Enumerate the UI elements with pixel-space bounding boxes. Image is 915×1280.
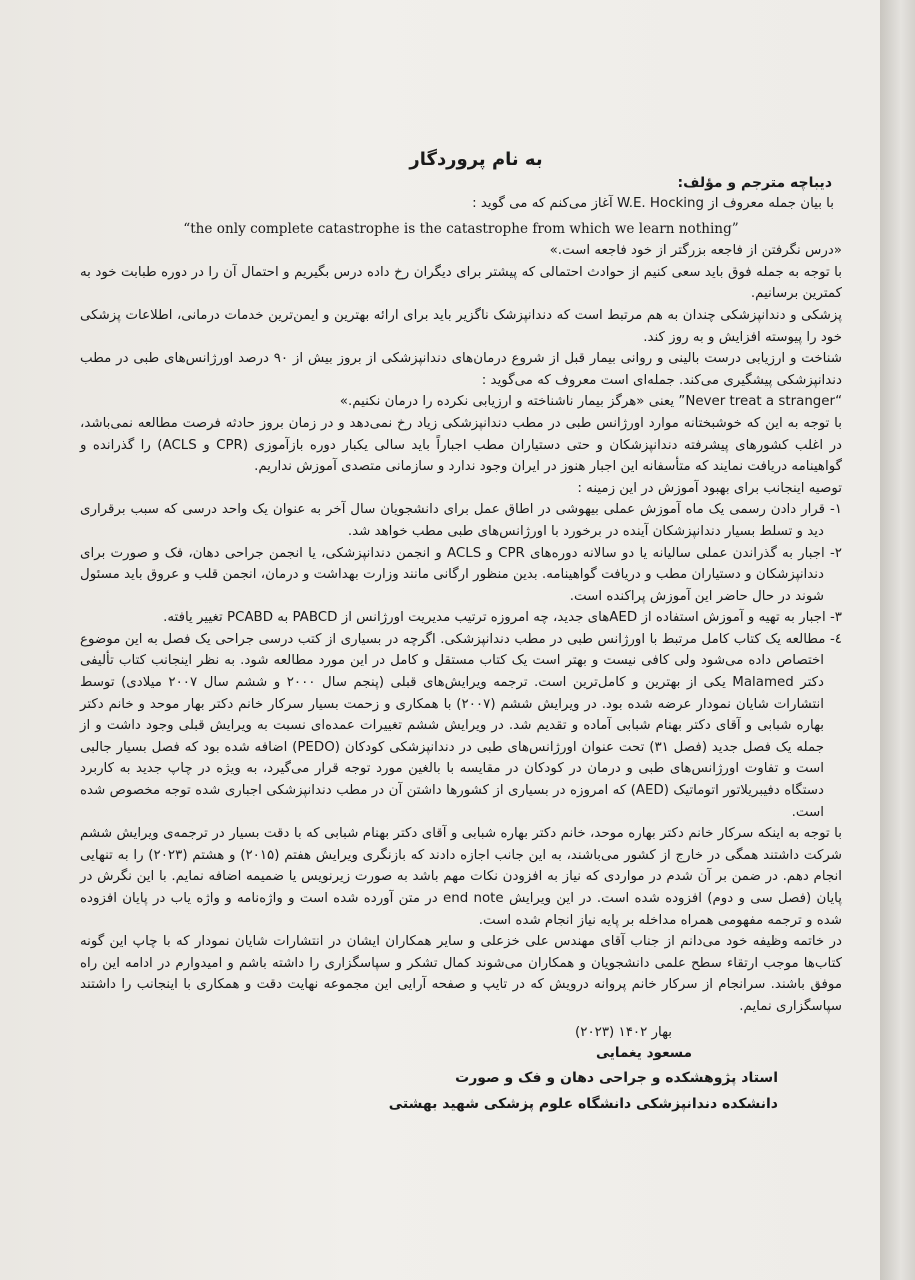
paragraph-3: شناخت و ارزیابی درست بالینی و روانی بیمار قبل از شروع درمان‌های دندانپزشکی از بروز بیش از ۹۰ درصد اورژانس‌های طبی در مطب دندانپزشکی پیشگیری می‌کند. جمله‌ای است معروف که می‌گوید :: [80, 351, 842, 388]
page-content: [80, 148, 842, 1117]
recommendation-item-1: ۱- قرار دادن رسمی یک ماه آموزش عملی بیهوشی در اطاق عمل برای دانشجویان سال آخر به عنوان یک واحد درسی که سبب برقراری دید و تسلط بسیار دندانپزشکان آینده در برخورد با اورژانس‌های طبی مطب خواهد شد.: [80, 502, 842, 539]
recommendation-item-2: ۲- اجبار به گذراندن عملی سالیانه یا دو سالانه دوره‌های CPR و ACLS و انجمن دندانپزشکی، یا انجمن جراحی دهان، فک و صورت برای دندانپزشکان و دستیاران مطب و دریافت گواهینامه. بدین منظور ارگانی مانند وزارت بهداشت و درمان، انجمن قلب و عروق باید مسئول شوند در حال حاضر این آموزش پراکنده است.: [80, 545, 842, 604]
page-edge: [880, 0, 915, 1280]
english-quote: “the only complete catastrophe is the catastrophe from which we learn nothing”: [183, 220, 739, 237]
signature-block: [80, 1022, 842, 1117]
signature-date: بهار ۱۴۰۲ (۲۰۲۳): [575, 1024, 672, 1040]
recommendation-item-4: ٤- مطالعه یک کتاب کامل مرتبط با اورژانس طبی در مطب دندانپزشکی. اگرچه در بسیاری از کتب درسی جراحی یک فصل به این موضوع اختصاص داده می‌شود ولی کافی نیست و بهتر است یک کتاب مستقل و کامل در این مورد مطالعه شود. به نظر اینجانب کتاب تألیفی دکتر Malamed یکی از بهترین و کامل‌ترین است. ترجمه ویرایش‌های قبلی (پنجم سال ۲۰۰۰ و ششم سال ۲۰۰۷ میلادی) توسط انتشارات شایان نمودار عرضه شده بود. در ویرایش ششم (۲۰۰۷) با همکاری و زحمت بسیار سرکار خانم دکتر بهار موحد و خانم دکتر بهاره شبابی و آقای دکتر بهنام شبابی آماده و تقدیم شد. در ویرایش ششم تغییرات عمده‌ای نسبت به ویرایش قبلی وجود داشت و از جمله یک فصل جدید (فصل ۳۱) تحت عنوان اورژانس‌های طبی در دندانپزشکی کودکان (PEDO) اضافه شده بود که فصل بسیار جالبی است و تفاوت اورژانس‌های طبی و درمان در کودکان در مقایسه با بالغین مورد توجه قرار می‌گیرد، به ویژه در چاپ جدید به کاربرد دستگاه دفیبریلاتور اتوماتیک (AED) که امروزه در بسیاری از کشورها داشتن آن در مطب دندانپزشکی اجباری شده توجه مخصوص شده است.: [80, 631, 842, 820]
author-name: مسعود یغمایی: [595, 1045, 692, 1062]
paragraph-3-quote: “Never treat a stranger” یعنی «هرگز بیمار ناشناخته و ارزیابی نکرده را درمان نکنیم.»: [339, 394, 842, 410]
recommendation-heading: توصیه اینجانب برای بهبود آموزش در این زمینه :: [577, 480, 842, 496]
author-affiliation: دانشکده دندانپزشکی دانشگاه علوم پزشکی شهید بهشتی: [388, 1095, 778, 1112]
persian-quote: «درس نگرفتن از فاجعه بزرگتر از خود فاجعه است.»: [549, 243, 842, 259]
page-title: به نام پروردگار: [409, 149, 543, 170]
paragraph-1: با توجه به جمله فوق باید سعی کنیم از حوادث احتمالی که پیشتر برای دیگران رخ داده درس بگیریم و احتمال آن را در دوره طبابت خود به کمترین برسانیم.: [80, 264, 842, 302]
preface-heading: دیباچه مترجم و مؤلف:: [677, 175, 832, 191]
paragraph-6: در خاتمه وظیفه خود می‌دانم از جناب آقای مهندس علی خزعلی و سایر همکاران ایشان در انتشارات شایان نمودار که با چاپ این گونه کتاب‌ها موجب ارتقاء سطح علمی دانشجویان و همکاران می‌شوند کمال تشکر و سپاسگزاری را داشته باشم و امیدوارم در ادامه این راه موفق باشند. سرانجام از سرکار خانم پروانه درویش که در تایپ و صفحه آرایی این مجموعه نهایت دقت و همکاری با اینجانب را داشتند سپاسگزاری نمایم.: [80, 934, 842, 1014]
paragraph-4: با توجه به این که خوشبختانه موارد اورژانس طبی در مطب دندانپزشکی زیاد رخ نمی‌دهد و در زمان بروز حادثه فرصت مطالعه نمی‌باشد، در اغلب کشورهای پیشرفته دندانپزشکان و حتی دستیاران مطب اجباراً باید سالی یکبار دوره بازآموزی (CPR و ACLS) را گذرانده و گواهینامه دریافت نمایند که متأسفانه این اجبار هنوز در ایران وجود ندارد و سازمانی متصدی آموزش نداریم.: [80, 415, 842, 475]
paragraph-5: با توجه به اینکه سرکار خانم دکتر بهاره موحد، خانم دکتر بهاره شبابی و آقای دکتر بهنام شبابی که با دقت بسیار در ترجمه‌ی ویرایش ششم شرکت داشتند همگی در خارج از کشور می‌باشند، به این جانب اجازه دادند که بازنگری ویرایش هفتم (۲۰۱۵) و هشتم (۲۰۲۳) را به تنهایی انجام دهم. در ضمن بر آن شدم در مواردی که نیاز به افزودن نکات مهم باشد به صورت زیرنویس یا ضمیمه اضافه نمایم. با این نگرش در پایان (فصل سی و دوم) افزوده شده است. در این ویرایش end note در متن آورده شده است و واژه‌نامه و واژه یاب در پایان افزوده شده و ترجمه مفهومی همراه مداخله بر پایه نیاز انجام شده است.: [80, 826, 842, 928]
recommendation-item-3: ۳- اجبار به تهیه و آموزش استفاده از AEDهای جدید، چه امروزه ترتیب مدیریت اورژانس از PABCD به PCABD تغییر یافته.: [163, 610, 842, 626]
author-title: استاد پژوهشکده و جراحی دهان و فک و صورت: [455, 1069, 778, 1086]
intro-line: با بیان جمله معروف از W.E. Hocking آغاز می‌کنم که می گوید :: [472, 196, 834, 211]
paragraph-2: پزشکی و دندانپزشکی چندان به هم مرتبط است که دندانپزشک ناگزیر باید برای ارائه بهترین و ایمن‌ترین خدمات درمانی، اطلاعات پزشکی خود را پیوسته افزایش و به روز کند.: [80, 307, 842, 345]
